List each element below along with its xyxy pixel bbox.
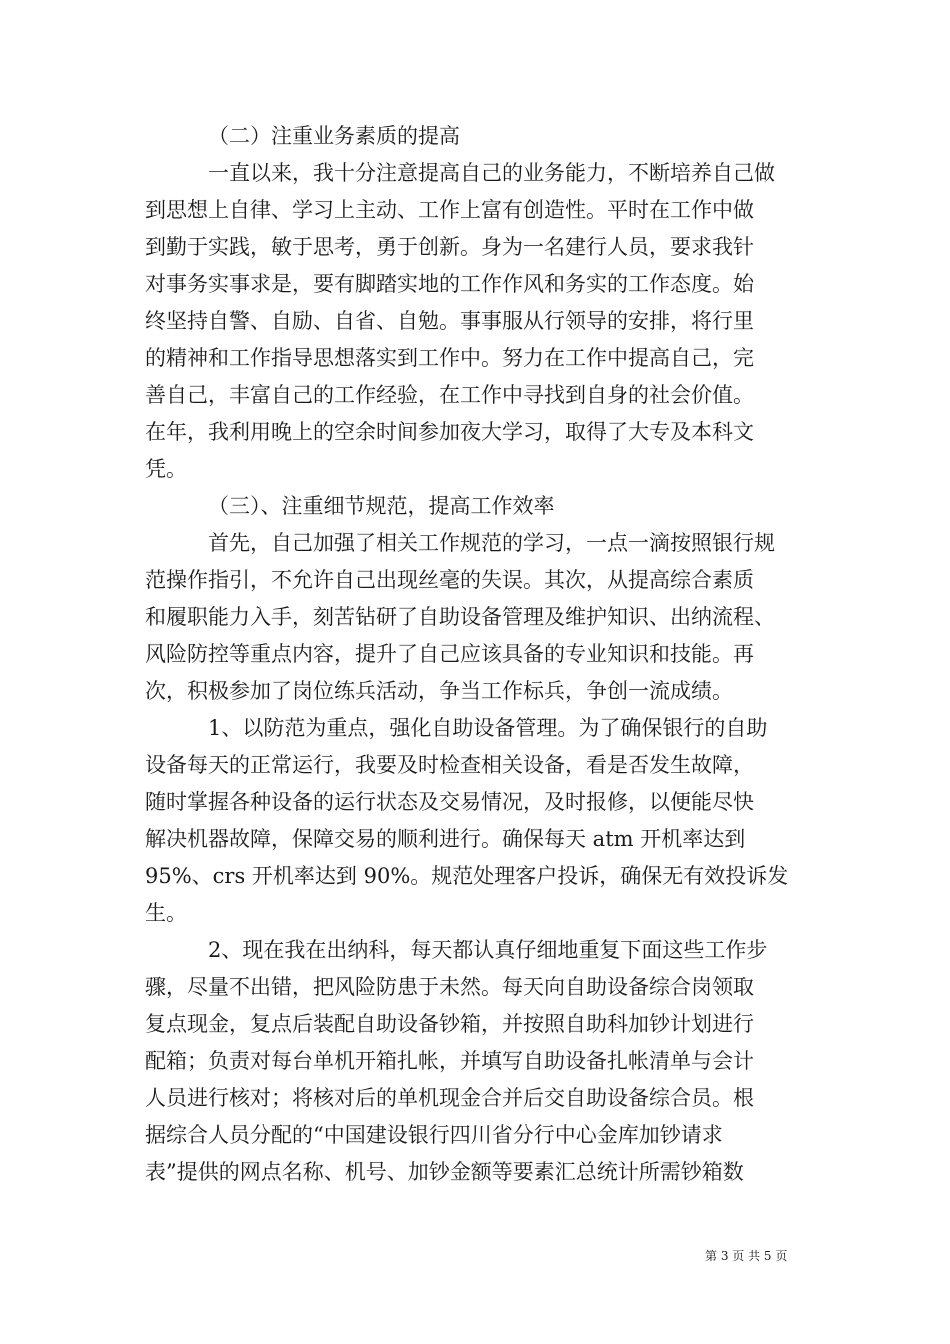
paragraph-line: 一直以来，我十分注意提高自己的业务能力，不断培养自己做 [208, 161, 775, 185]
paragraph-3 [145, 710, 810, 932]
paragraph-line: 终坚持自警、自励、自省、自勉。事事服从行领导的安排，将行里 [145, 309, 754, 333]
paragraph-line: 善自己，丰富自己的工作经验，在工作中寻找到自身的社会价值。 [145, 383, 754, 407]
paragraph-1 [145, 155, 810, 488]
paragraph-line: 对事务实事求是，要有脚踏实地的工作作风和务实的工作态度。始 [145, 272, 754, 296]
paragraph-2 [145, 525, 810, 710]
document-body [145, 118, 810, 1191]
paragraph-line: 解决机器故障，保障交易的顺利进行。确保每天 atm 开机率达到 [145, 827, 746, 851]
paragraph-line: 随时掌握各种设备的运行状态及交易情况，及时报修，以便能尽快 [145, 790, 754, 814]
page-number-footer: 第 3 页 共 5 页 [705, 1249, 788, 1263]
paragraph-line: 配箱；负责对每台单机开箱扎帐，并填写自助设备扎帐清单与会计 [145, 1049, 754, 1073]
paragraph-line: 风险防控等重点内容，提升了自己应该具备的专业知识和技能。再 [145, 642, 754, 666]
paragraph-line: 生。 [145, 901, 187, 925]
paragraph-line: 据综合人员分配的“中国建设银行四川省分行中心金库加钞请求 [145, 1123, 723, 1147]
section-heading-2: （二）注重业务素质的提高 [208, 124, 460, 148]
paragraph-line: 1、以防范为重点，强化自助设备管理。为了确保银行的自助 [208, 716, 768, 740]
paragraph-line: 人员进行核对；将核对后的单机现金合并后交自助设备综合员。根 [145, 1086, 754, 1110]
paragraph-4 [145, 932, 810, 1191]
paragraph-line: 2、现在我在出纳科，每天都认真仔细地重复下面这些工作步 [208, 938, 768, 962]
paragraph-line: 次，积极参加了岗位练兵活动，争当工作标兵，争创一流成绩。 [145, 679, 733, 703]
paragraph-line: 首先，自己加强了相关工作规范的学习，一点一滴按照银行规 [208, 531, 775, 555]
paragraph-line: 在年，我利用晚上的空余时间参加夜大学习，取得了大专及本科文 [145, 420, 754, 444]
paragraph-line: 骤，尽量不出错，把风险防患于未然。每天向自助设备综合岗领取 [145, 975, 754, 999]
section-heading-3: （三）、注重细节规范，提高工作效率 [208, 494, 555, 518]
paragraph-line: 范操作指引，不允许自己出现丝毫的失误。其次，从提高综合素质 [145, 568, 754, 592]
paragraph-line: 凭。 [145, 457, 187, 481]
paragraph-line: 到思想上自律、学习上主动、工作上富有创造性。平时在工作中做 [145, 198, 754, 222]
paragraph-line: 设备每天的正常运行，我要及时检查相关设备，看是否发生故障， [145, 753, 754, 777]
paragraph-line: 到勤于实践，敏于思考，勇于创新。身为一名建行人员，要求我针 [145, 235, 754, 259]
paragraph-line: 的精神和工作指导思想落实到工作中。努力在工作中提高自己，完 [145, 346, 754, 370]
paragraph-line: 复点现金，复点后装配自助设备钞箱，并按照自助科加钞计划进行 [145, 1012, 754, 1036]
paragraph-line: 表”提供的网点名称、机号、加钞金额等要素汇总统计所需钞箱数 [145, 1160, 744, 1184]
paragraph-line: 和履职能力入手，刻苦钻研了自助设备管理及维护知识、出纳流程、 [145, 605, 775, 629]
paragraph-line: 95%、crs 开机率达到 90%。规范处理客户投诉，确保无有效投诉发 [145, 864, 789, 888]
